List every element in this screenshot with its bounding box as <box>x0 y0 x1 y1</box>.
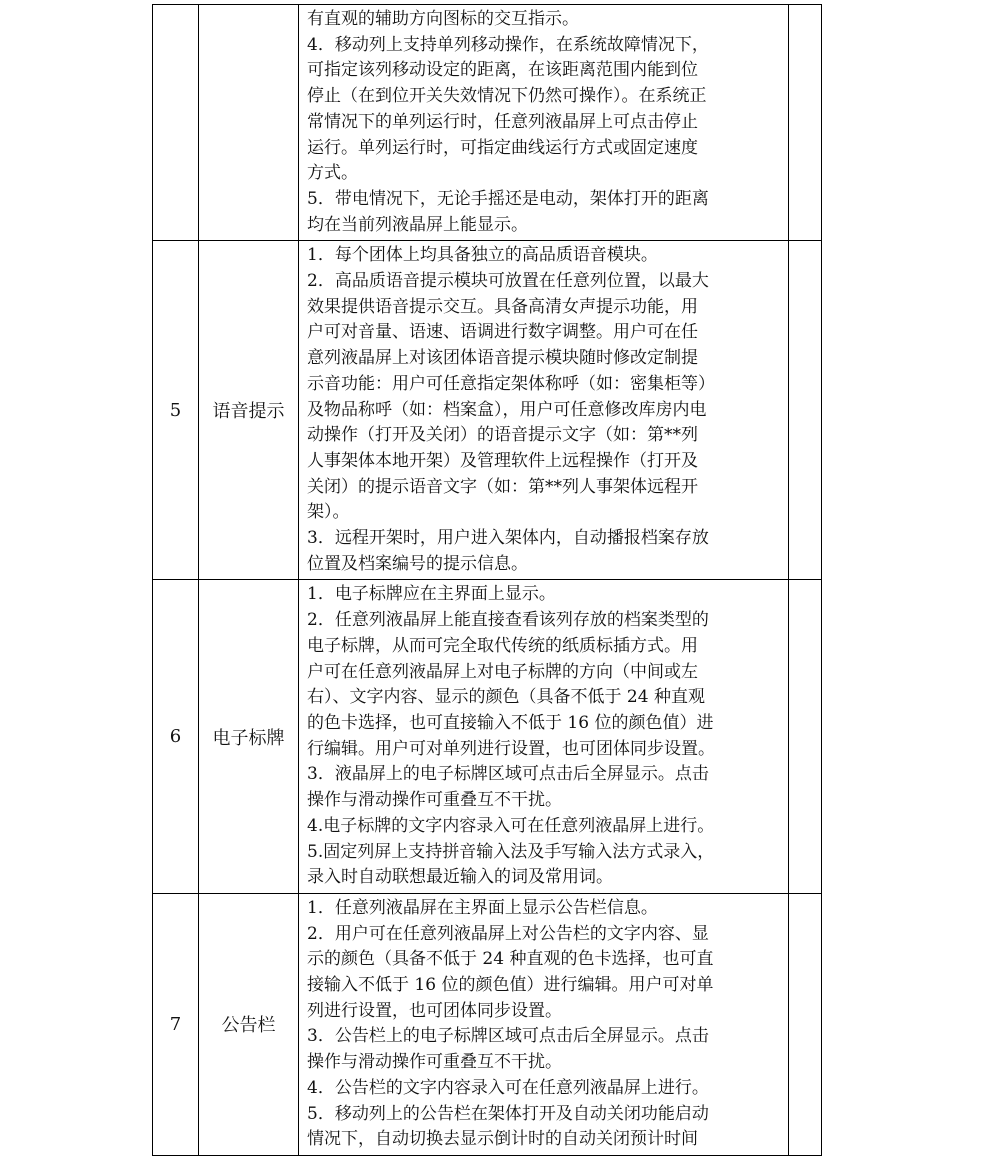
description-line: 关闭）的提示语音文字（如：第**列人事架体远程开 <box>307 476 698 497</box>
description-line: 示音功能：用户可任意指定架体称呼（如：密集柜等） <box>307 373 715 394</box>
description-line: 4．公告栏的文字内容录入可在任意列液晶屏上进行。 <box>307 1077 709 1098</box>
table-body <box>153 5 822 1156</box>
row-number <box>153 5 199 241</box>
description-line: 动操作（打开及关闭）的语音提示文字（如：第**列 <box>307 425 698 446</box>
description-line: 均在当前列液晶屏上能显示。 <box>307 214 528 235</box>
description-line: 操作与滑动操作可重叠互不干扰。 <box>307 1052 562 1073</box>
description-line: 3．远程开架时，用户进入架体内，自动播报档案存放 <box>307 528 709 549</box>
empty-cell <box>789 580 822 893</box>
table-row <box>153 241 822 580</box>
description-line: 4．移动列上支持单列移动操作，在系统故障情况下， <box>307 34 709 55</box>
description-line: 5．带电情况下，无论手摇还是电动，架体打开的距离 <box>307 188 709 209</box>
empty-cell <box>789 893 822 1155</box>
description-line: 行编辑。用户可对单列进行设置，也可团体同步设置。 <box>307 738 715 759</box>
description-line: 效果提供语音提示交互。具备高清女声提示功能，用 <box>307 296 698 317</box>
description-line: 运行。单列运行时，可指定曲线运行方式或固定速度 <box>307 137 698 158</box>
feature-name: 电子标牌 <box>199 580 299 893</box>
description-line: 户可在任意列液晶屏上对电子标牌的方向（中间或左 <box>307 661 698 682</box>
description-line: 4.电子标牌的文字内容录入可在任意列液晶屏上进行。 <box>307 815 715 836</box>
description-line: 录入时自动联想最近输入的词及常用词。 <box>307 867 613 888</box>
description-line: 情况下，自动切换去显示倒计时的自动关闭预计时间 <box>307 1129 698 1150</box>
empty-cell <box>789 5 822 241</box>
description-line: 示的颜色（具备不低于 24 种直观的色卡选择，也可直 <box>307 949 714 970</box>
description-line: 1．每个团体上均具备独立的高品质语音模块。 <box>307 245 658 266</box>
description-line: 户可对音量、语速、语调进行数字调整。用户可在任 <box>307 322 698 343</box>
description-line: 可指定该列移动设定的距离，在该距离范围内能到位 <box>307 60 698 81</box>
description-line: 停止（在到位开关失效情况下仍然可操作）。在系统正 <box>307 86 707 107</box>
table-row <box>153 580 822 893</box>
description-line: 位置及档案编号的提示信息。 <box>307 553 528 574</box>
feature-name <box>199 5 299 241</box>
description-line: 3．液晶屏上的电子标牌区域可点击后全屏显示。点击 <box>307 764 709 785</box>
description-line: 2．用户可在任意列液晶屏上对公告栏的文字内容、显 <box>307 923 709 944</box>
description-line: 的色卡选择，也可直接输入不低于 16 位的颜色值）进 <box>307 712 714 733</box>
description-line: 列进行设置，也可团体同步设置。 <box>307 1000 562 1021</box>
empty-cell <box>789 241 822 580</box>
description-line: 及物品称呼（如：档案盒），用户可任意修改库房内电 <box>307 399 707 420</box>
description-line: 意列液晶屏上对该团体语音提示模块随时修改定制提 <box>307 348 698 369</box>
spec-table <box>152 4 822 1156</box>
feature-description <box>299 5 789 241</box>
table-row <box>153 893 822 1155</box>
description-line: 5．移动列上的公告栏在架体打开及自动关闭功能启动 <box>307 1103 709 1124</box>
row-number: 5 <box>153 241 199 580</box>
description-line: 常情况下的单列运行时，任意列液晶屏上可点击停止 <box>307 111 698 132</box>
description-line: 2．高品质语音提示模块可放置在任意列位置，以最大 <box>307 271 709 292</box>
description-line: 接输入不低于 16 位的颜色值）进行编辑。用户可对单 <box>307 975 714 996</box>
description-line: 1．电子标牌应在主界面上显示。 <box>307 584 556 605</box>
row-number: 7 <box>153 893 199 1155</box>
description-line: 方式。 <box>307 163 358 184</box>
description-line: 2．任意列液晶屏上能直接查看该列存放的档案类型的 <box>307 610 709 631</box>
description-line: 有直观的辅助方向图标的交互指示。 <box>307 9 579 29</box>
feature-name: 公告栏 <box>199 893 299 1155</box>
description-line: 电子标牌，从而可完全取代传统的纸质标插方式。用 <box>307 635 698 656</box>
description-line: 5.固定列屏上支持拼音输入法及手写输入法方式录入， <box>307 841 715 862</box>
table-row <box>153 5 822 241</box>
description-line: 架）。 <box>307 502 350 523</box>
feature-name: 语音提示 <box>199 241 299 580</box>
row-number: 6 <box>153 580 199 893</box>
description-line: 1．任意列液晶屏在主界面上显示公告栏信息。 <box>307 897 658 918</box>
description-line: 右）、文字内容、显示的颜色（具备不低于 24 种直观 <box>307 687 705 708</box>
feature-description <box>299 241 789 580</box>
feature-description <box>299 580 789 893</box>
description-line: 操作与滑动操作可重叠互不干扰。 <box>307 790 562 811</box>
description-line: 人事架体本地开架）及管理软件上远程操作（打开及 <box>307 450 698 471</box>
description-line: 3．公告栏上的电子标牌区域可点击后全屏显示。点击 <box>307 1026 709 1047</box>
feature-description <box>299 893 789 1155</box>
